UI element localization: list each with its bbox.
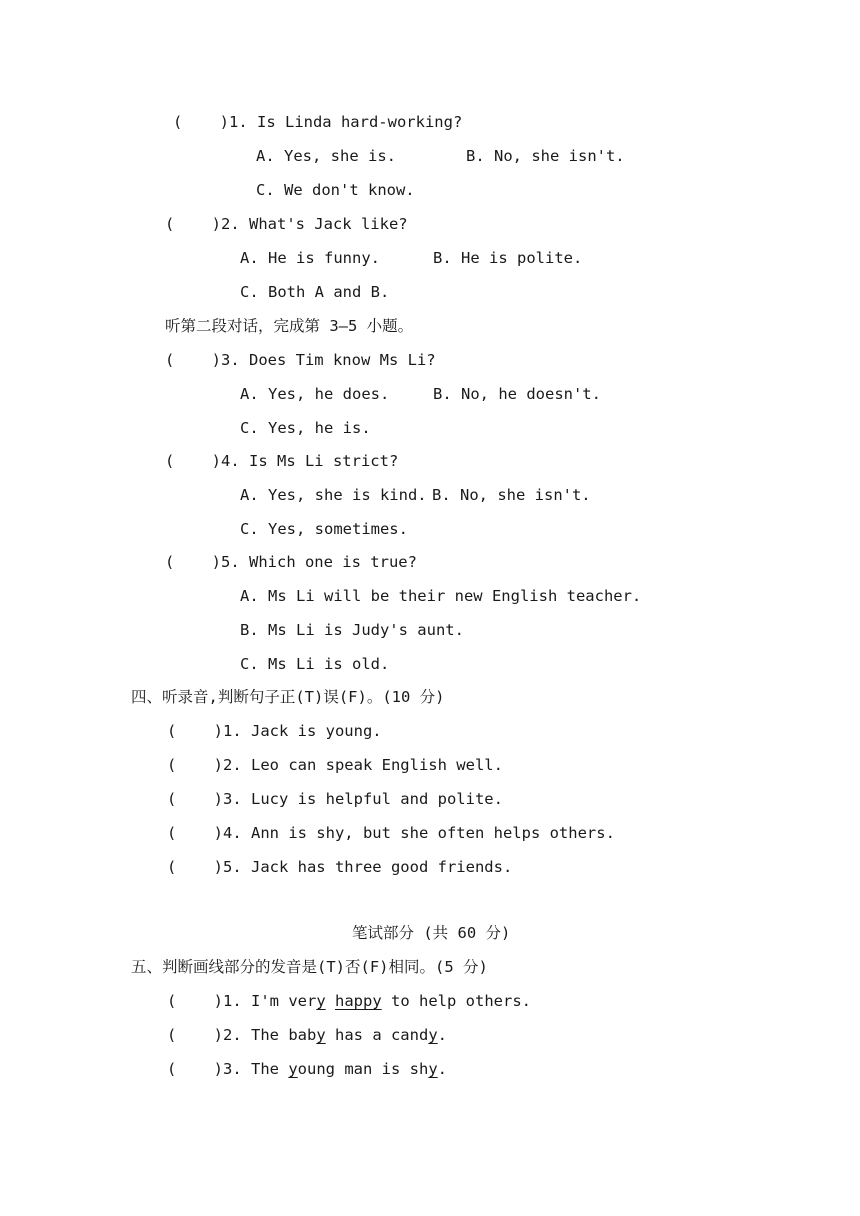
question-3-1: ( )1. Is Linda hard-working? xyxy=(173,113,463,131)
item-text: ( )2. The bab xyxy=(167,1026,317,1044)
tf-item: ( )5. Jack has three good friends. xyxy=(167,858,513,876)
item-text xyxy=(326,992,335,1010)
option-a: A. Yes, he does. xyxy=(240,385,390,403)
option-c: C. We don't know. xyxy=(256,181,415,199)
option-c: C. Yes, he is. xyxy=(240,419,371,437)
option-c: C. Yes, sometimes. xyxy=(240,520,408,538)
item-text: . xyxy=(437,1060,448,1078)
option-c: C. Both A and B. xyxy=(240,283,390,301)
tf-item: ( )4. Ann is shy, but she often helps others. xyxy=(167,824,615,842)
item-text: ( )1. I'm ver xyxy=(167,992,317,1010)
option-b: B. No, he doesn't. xyxy=(433,385,601,403)
item-text: . xyxy=(437,1026,447,1044)
tf-item: ( )3. Lucy is helpful and polite. xyxy=(167,790,503,808)
option-b: B. Ms Li is Judy's aunt. xyxy=(240,621,464,639)
tf-item: ( )1. Jack is young. xyxy=(167,722,382,740)
pronunciation-item xyxy=(167,1059,447,1079)
underlined-part: happy xyxy=(335,992,382,1010)
option-c: C. Ms Li is old. xyxy=(240,655,390,673)
pronunciation-item xyxy=(167,991,531,1011)
option-b: B. He is polite. xyxy=(433,249,583,267)
option-a: A. Ms Li will be their new English teacher. xyxy=(240,587,642,605)
option-b: B. No, she isn't. xyxy=(432,486,591,504)
item-text: to help others. xyxy=(381,992,531,1010)
question-3-3: ( )3. Does Tim know Ms Li? xyxy=(165,351,436,369)
section-4-heading: 四、听录音,判断句子正(T)误(F)。(10 分) xyxy=(131,688,445,706)
section-5-heading: 五、判断画线部分的发音是(T)否(F)相同。(5 分) xyxy=(131,958,488,976)
pronunciation-item xyxy=(167,1025,447,1045)
option-a: A. He is funny. xyxy=(240,249,380,267)
written-part-title: 笔试部分 (共 60 分) xyxy=(352,924,511,942)
question-3-2: ( )2. What's Jack like? xyxy=(165,215,408,233)
item-text: has a cand xyxy=(325,1026,429,1044)
question-3-4: ( )4. Is Ms Li strict? xyxy=(165,452,399,470)
underlined-part: y xyxy=(316,992,326,1010)
underlined-part: y xyxy=(316,1026,326,1044)
dialogue-2-heading: 听第二段对话，完成第 3—5 小题。 xyxy=(165,317,414,335)
option-a: A. Yes, she is kind. xyxy=(240,486,427,504)
tf-item: ( )2. Leo can speak English well. xyxy=(167,756,503,774)
option-a: A. Yes, she is. xyxy=(256,147,396,165)
item-text: ( )3. The xyxy=(167,1060,289,1078)
underlined-part: y xyxy=(428,1060,438,1078)
question-3-5: ( )5. Which one is true? xyxy=(165,553,417,571)
option-b: B. No, she isn't. xyxy=(466,147,625,165)
underlined-part: y xyxy=(288,1060,298,1078)
underlined-part: y xyxy=(428,1026,438,1044)
item-text: oung man is sh xyxy=(297,1060,429,1078)
